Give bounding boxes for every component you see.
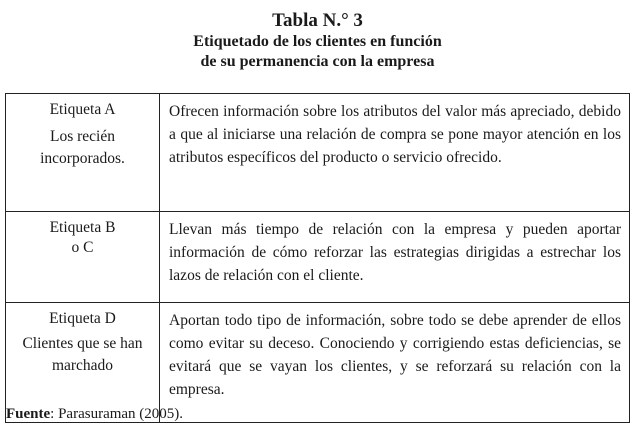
table-row <box>6 303 630 423</box>
source-text: : Parasuraman (2005). <box>50 406 184 422</box>
label-cell <box>6 212 160 303</box>
table-title-line-1: Etiquetado de los clientes en función <box>193 33 442 50</box>
description-cell: Ofrecen información sobre los atributos del valor más apreciado, debido a que al iniciarse una relación de compra se pone mayor atención en los atributos específicos del producto o servicio ofrecido. <box>160 94 630 212</box>
table-row <box>6 212 630 303</box>
label-title: Etiqueta A <box>49 101 116 118</box>
table-number: Tabla N.° 3 <box>272 10 363 31</box>
label-title: Etiqueta B o C <box>49 219 116 256</box>
label-cell <box>6 94 160 212</box>
table-title-block <box>0 10 635 72</box>
client-labels-table <box>5 93 630 423</box>
label-cell <box>6 303 160 423</box>
label-subtitle: Clientes que se han marchado <box>22 335 143 374</box>
label-subtitle: Los recién incorporados. <box>40 128 125 167</box>
table-title-line-2: de su permanencia con la empresa <box>200 53 435 70</box>
source-label: Fuente <box>6 406 51 422</box>
description-cell: Aportan todo tipo de información, sobre todo se debe aprender de ellos como evitar su deceso. Conociendo y corrigiendo estas deficiencias, se evitará que se vayan los clientes, y se reforzará su relación con la empresa. <box>160 303 630 423</box>
table-row <box>6 94 630 212</box>
description-cell: Llevan más tiempo de relación con la empresa y pueden aportar información de cómo reforzar las estrategias dirigidas a estrechar los lazos de relación con el cliente. <box>160 212 630 303</box>
label-title: Etiqueta D <box>49 310 116 327</box>
source-note <box>6 406 183 423</box>
